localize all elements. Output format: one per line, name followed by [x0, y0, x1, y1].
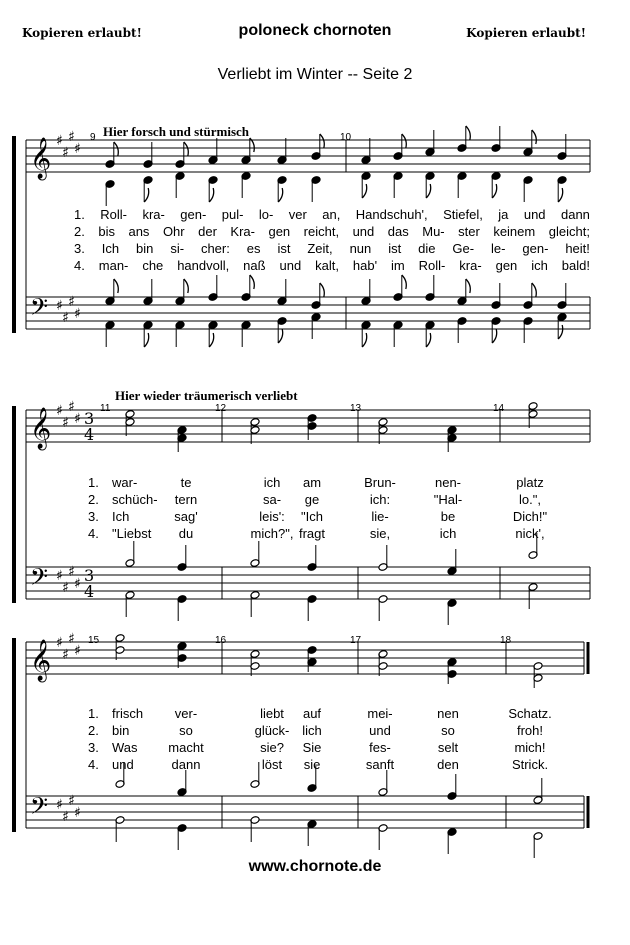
note-flag — [362, 333, 367, 347]
bar-number: 14 — [493, 403, 505, 414]
lyric-syllable: kra- — [459, 258, 482, 273]
lyric-syllable: be — [440, 509, 456, 524]
note — [393, 275, 403, 301]
copy-notice-left: Kopieren erlaubt! — [22, 26, 142, 40]
lyric-syllable: froh! — [516, 723, 544, 738]
lyric-syllable: si- — [170, 241, 185, 256]
lyric-syllable: mich?", — [250, 526, 294, 541]
lyric-syllable: Handschuh', — [355, 207, 428, 222]
lyric-syllable: ver- — [174, 706, 198, 721]
verse-number: 1. — [88, 475, 99, 490]
note — [250, 591, 260, 617]
note — [105, 279, 115, 305]
verse-number: 2. — [88, 723, 99, 738]
lyric-syllable: dann — [171, 757, 201, 772]
lyric-syllable: lich — [302, 723, 322, 738]
note — [378, 770, 388, 796]
lyric-syllable: Roll- — [418, 258, 446, 273]
note-flag — [402, 134, 407, 148]
sharp-sign: ♯ — [74, 411, 81, 427]
note — [241, 138, 251, 164]
lyric-syllable: pul- — [221, 207, 244, 222]
verse-number: 3. — [88, 509, 99, 524]
note — [241, 172, 251, 198]
note — [425, 275, 435, 301]
lyric-syllable: und — [279, 258, 302, 273]
note — [361, 279, 371, 305]
note — [177, 595, 187, 621]
sharp-sign: ♯ — [74, 643, 81, 659]
verse-number: 4. — [74, 258, 85, 273]
note-flag — [532, 130, 537, 144]
note — [457, 126, 467, 152]
sharp-sign: ♯ — [56, 133, 63, 149]
lyric-syllable: ich — [531, 258, 548, 273]
lyric-syllable: ist — [277, 241, 291, 256]
note — [393, 321, 403, 347]
lyric-syllable: gen — [268, 224, 291, 239]
bar-number: 17 — [350, 635, 362, 646]
note — [250, 762, 260, 788]
note — [175, 321, 185, 347]
lyric-syllable: naß — [243, 258, 266, 273]
lyric-syllable: Was — [112, 740, 138, 755]
note-flag — [466, 279, 471, 293]
note — [378, 595, 388, 621]
lyric-syllable: sie — [303, 757, 321, 772]
lyric-syllable: handvoll, — [177, 258, 230, 273]
lyric-syllable: bis — [98, 224, 115, 239]
note — [311, 176, 321, 202]
lyric-syllable: platz — [516, 475, 544, 490]
lyric-syllable: und — [523, 207, 546, 222]
note-flag — [209, 188, 214, 202]
lyric-syllable: löst — [261, 757, 283, 772]
verse-number: 1. — [74, 207, 85, 222]
lyric-syllable: leis': — [259, 509, 285, 524]
sharp-sign: ♯ — [68, 129, 75, 145]
lyric-syllable: liebt — [260, 706, 284, 721]
lyric-syllable: und — [352, 224, 375, 239]
sharp-sign: ♯ — [68, 793, 75, 809]
sharp-sign: ♯ — [56, 568, 63, 584]
lyric-syllable: man- — [98, 258, 129, 273]
note — [557, 134, 567, 160]
note — [143, 279, 153, 305]
lyric-syllable: kalt, — [315, 258, 339, 273]
note — [277, 138, 287, 164]
note — [457, 279, 467, 305]
lyric-syllable: der — [198, 224, 217, 239]
note — [457, 172, 467, 198]
verse-number: 3. — [88, 740, 99, 755]
lyric-syllable: ge — [304, 492, 320, 507]
lyric-syllable: "Ich — [301, 509, 323, 524]
note-flag — [320, 283, 325, 297]
lyric-syllable: und — [369, 723, 391, 738]
note-flag — [250, 275, 255, 289]
note-flag — [492, 329, 497, 343]
lyric-syllable: ich: — [369, 492, 391, 507]
lyric-syllable: ja — [498, 207, 509, 222]
note — [177, 545, 187, 571]
lyric-syllable: sie? — [260, 740, 284, 755]
lyric-line — [74, 207, 590, 222]
treble-clef: 𝄞 — [30, 640, 52, 681]
sharp-sign: ♯ — [68, 399, 75, 415]
lyric-syllable: gleicht; — [548, 224, 590, 239]
lyric-syllable: mich! — [514, 740, 546, 755]
lyric-syllable: am — [302, 475, 322, 490]
verse-number: 1. — [88, 706, 99, 721]
note-flag — [209, 333, 214, 347]
note — [143, 142, 153, 168]
note — [311, 134, 321, 160]
lyric-line — [74, 224, 590, 239]
lyric-syllable: glück- — [254, 723, 290, 738]
note — [533, 832, 543, 858]
time-signature: 4 — [84, 582, 95, 601]
sharp-sign: ♯ — [62, 145, 69, 161]
note-flag — [144, 188, 149, 202]
sharp-sign: ♯ — [56, 797, 63, 813]
lyric-syllable: te — [180, 475, 192, 490]
lyric-syllable: bald! — [561, 258, 590, 273]
note — [523, 176, 533, 202]
note-flag — [466, 126, 471, 140]
note — [311, 283, 321, 309]
note — [115, 816, 125, 842]
sharp-sign: ♯ — [62, 415, 69, 431]
note-flag — [184, 279, 189, 293]
verse-number: 3. — [74, 241, 85, 256]
sharp-sign: ♯ — [62, 310, 69, 326]
note-flag — [426, 184, 431, 198]
note — [378, 824, 388, 850]
sharp-sign: ♯ — [56, 403, 63, 419]
note — [177, 770, 187, 796]
note — [175, 142, 185, 168]
lyric-line — [74, 258, 590, 273]
note — [447, 828, 457, 854]
sharp-sign: ♯ — [68, 631, 75, 647]
note-flag — [362, 184, 367, 198]
bass-clef: 𝄢 — [30, 293, 49, 326]
lyric-syllable: ster — [458, 224, 480, 239]
lyric-syllable: und — [112, 757, 134, 772]
note — [393, 172, 403, 198]
lyric-syllable: gen- — [180, 207, 207, 222]
note — [208, 275, 218, 301]
lyric-syllable: Stiefel, — [443, 207, 483, 222]
note — [528, 583, 538, 609]
note — [425, 130, 435, 156]
time-signature: 3 — [84, 566, 95, 585]
bar-number: 9 — [90, 132, 96, 143]
note — [523, 130, 533, 156]
note-flag — [144, 333, 149, 347]
note — [557, 283, 567, 309]
note-flag — [184, 142, 189, 156]
note — [175, 172, 185, 198]
website-footer: www.chornote.de — [248, 858, 382, 875]
note-flag — [278, 188, 283, 202]
note — [523, 317, 533, 343]
bar-number: 15 — [88, 635, 100, 646]
lyric-syllable: keinem — [493, 224, 536, 239]
lyric-syllable: ver — [288, 207, 307, 222]
note — [241, 321, 251, 347]
sharp-sign: ♯ — [62, 647, 69, 663]
lyric-syllable: Sie — [302, 740, 322, 755]
note-flag — [402, 275, 407, 289]
lyric-syllable: nun — [349, 241, 372, 256]
note — [250, 541, 260, 567]
time-signature: 4 — [84, 425, 95, 444]
note-flag — [320, 134, 325, 148]
note-flag — [426, 333, 431, 347]
lyric-syllable: Zeit, — [307, 241, 333, 256]
sharp-sign: ♯ — [56, 635, 63, 651]
lyric-syllable: bin — [112, 723, 130, 738]
lyric-syllable: auf — [302, 706, 322, 721]
lyric-syllable: selt — [437, 740, 459, 755]
verse-number: 4. — [88, 757, 99, 772]
lyric-line — [74, 241, 590, 256]
time-signature: 3 — [84, 409, 95, 428]
lyric-syllable: cher: — [200, 241, 230, 256]
note — [307, 820, 317, 846]
lyric-syllable: das — [387, 224, 409, 239]
bar-number: 18 — [500, 635, 512, 646]
lyric-syllable: fragt — [298, 526, 326, 541]
note — [447, 549, 457, 575]
note — [447, 774, 457, 800]
lyric-syllable: reicht, — [303, 224, 340, 239]
lyric-syllable: Kra- — [230, 224, 255, 239]
note — [447, 599, 457, 625]
treble-clef: 𝄞 — [30, 138, 52, 179]
note — [105, 180, 115, 206]
lyric-syllable: che — [142, 258, 164, 273]
note-flag — [558, 188, 563, 202]
lyric-syllable: es — [246, 241, 261, 256]
tempo-marking-1: Hier forsch und stürmisch — [103, 124, 250, 139]
note-flag — [558, 325, 563, 339]
lyric-syllable: nen- — [434, 475, 462, 490]
lyric-syllable: Ohr — [162, 224, 185, 239]
bar-number: 10 — [340, 132, 352, 143]
lyric-syllable: den — [437, 757, 459, 772]
sharp-sign: ♯ — [62, 580, 69, 596]
lyric-syllable: dann — [560, 207, 590, 222]
sharp-sign: ♯ — [62, 809, 69, 825]
note — [457, 317, 467, 343]
lyric-syllable: Strick. — [511, 757, 549, 772]
note — [105, 142, 115, 168]
note — [533, 778, 543, 804]
lyric-syllable: Dich!" — [512, 509, 548, 524]
lyric-syllable: so — [441, 723, 455, 738]
page-title: poloneck chornoten — [238, 22, 392, 39]
lyric-syllable: im — [390, 258, 405, 273]
bar-number: 13 — [350, 403, 362, 414]
note — [241, 275, 251, 301]
lyric-syllable: sanft — [365, 757, 395, 772]
verse-number: 2. — [88, 492, 99, 507]
bass-clef: 𝄢 — [30, 792, 49, 825]
lyric-syllable: nick', — [515, 526, 545, 541]
lyric-syllable: tern — [174, 492, 198, 507]
note — [307, 545, 317, 571]
lyric-syllable: Brun- — [364, 475, 396, 490]
tempo-marking-2: Hier wieder träumerisch verliebt — [115, 388, 298, 403]
lyric-syllable: bin — [136, 241, 154, 256]
treble-clef: 𝄞 — [30, 408, 52, 449]
lyric-syllable: heit! — [565, 241, 590, 256]
note — [250, 816, 260, 842]
note — [361, 138, 371, 164]
lyric-syllable: Ich — [112, 509, 130, 524]
sharp-sign: ♯ — [74, 306, 81, 322]
lyric-syllable: Mu- — [422, 224, 445, 239]
note — [175, 279, 185, 305]
sharp-sign: ♯ — [74, 576, 81, 592]
lyric-syllable: Ich — [101, 241, 120, 256]
lyric-syllable: ich — [263, 475, 281, 490]
lyric-syllable: macht — [168, 740, 204, 755]
note — [177, 824, 187, 850]
lyric-syllable: war- — [112, 475, 138, 490]
lyric-syllable: mei- — [367, 706, 393, 721]
lyric-syllable: kra- — [142, 207, 165, 222]
lyric-syllable: schüch- — [112, 492, 158, 507]
copy-notice-right: Kopieren erlaubt! — [466, 26, 586, 40]
note — [523, 283, 533, 309]
lyric-syllable: sa- — [262, 492, 282, 507]
lyric-syllable: Roll- — [100, 207, 128, 222]
lyric-syllable: die — [418, 241, 436, 256]
sharp-sign: ♯ — [74, 141, 81, 157]
lyric-syllable: sag' — [174, 509, 198, 524]
lyric-syllable: "Hal- — [433, 492, 463, 507]
note — [491, 283, 501, 309]
note — [378, 545, 388, 571]
sharp-sign: ♯ — [56, 298, 63, 314]
lyric-syllable: hab' — [352, 258, 378, 273]
note — [491, 126, 501, 152]
lyric-syllable: fes- — [369, 740, 391, 755]
note — [105, 321, 115, 347]
lyric-syllable: Schatz. — [508, 706, 552, 721]
sharp-sign: ♯ — [74, 805, 81, 821]
lyric-syllable: sie, — [369, 526, 391, 541]
lyric-syllable: "Liebst — [112, 526, 152, 541]
lyric-syllable: ist — [388, 241, 402, 256]
lyric-syllable: le- — [491, 241, 506, 256]
bar-number: 12 — [215, 403, 227, 414]
note — [277, 279, 287, 305]
lyric-syllable: ans — [128, 224, 150, 239]
note — [208, 138, 218, 164]
note-flag — [492, 184, 497, 198]
verse-number: 4. — [88, 526, 99, 541]
bar-number: 11 — [100, 403, 111, 414]
note — [125, 541, 135, 567]
note — [311, 313, 321, 339]
lyric-syllable: Ge- — [452, 241, 475, 256]
lyric-syllable: so — [179, 723, 193, 738]
note-flag — [114, 142, 119, 156]
note — [125, 591, 135, 617]
lyric-syllable: lo.", — [519, 492, 541, 507]
lyric-syllable: an, — [322, 207, 341, 222]
song-subtitle: Verliebt im Winter -- Seite 2 — [217, 66, 413, 83]
lyric-syllable: ich — [439, 526, 457, 541]
note-flag — [532, 283, 537, 297]
lyric-syllable: frisch — [112, 706, 144, 721]
note — [307, 595, 317, 621]
lyric-syllable: nen — [437, 706, 459, 721]
lyric-syllable: gen- — [522, 241, 549, 256]
lyric-syllable: lie- — [371, 509, 389, 524]
sharp-sign: ♯ — [68, 564, 75, 580]
lyric-syllable: gen — [495, 258, 518, 273]
lyric-syllable: du — [178, 526, 194, 541]
lyric-syllable: lo- — [258, 207, 274, 222]
bar-number: 16 — [215, 635, 227, 646]
verse-number: 2. — [74, 224, 85, 239]
sharp-sign: ♯ — [68, 294, 75, 310]
note-flag — [114, 279, 119, 293]
note-flag — [278, 329, 283, 343]
bass-clef: 𝄢 — [30, 563, 49, 596]
note — [393, 134, 403, 160]
